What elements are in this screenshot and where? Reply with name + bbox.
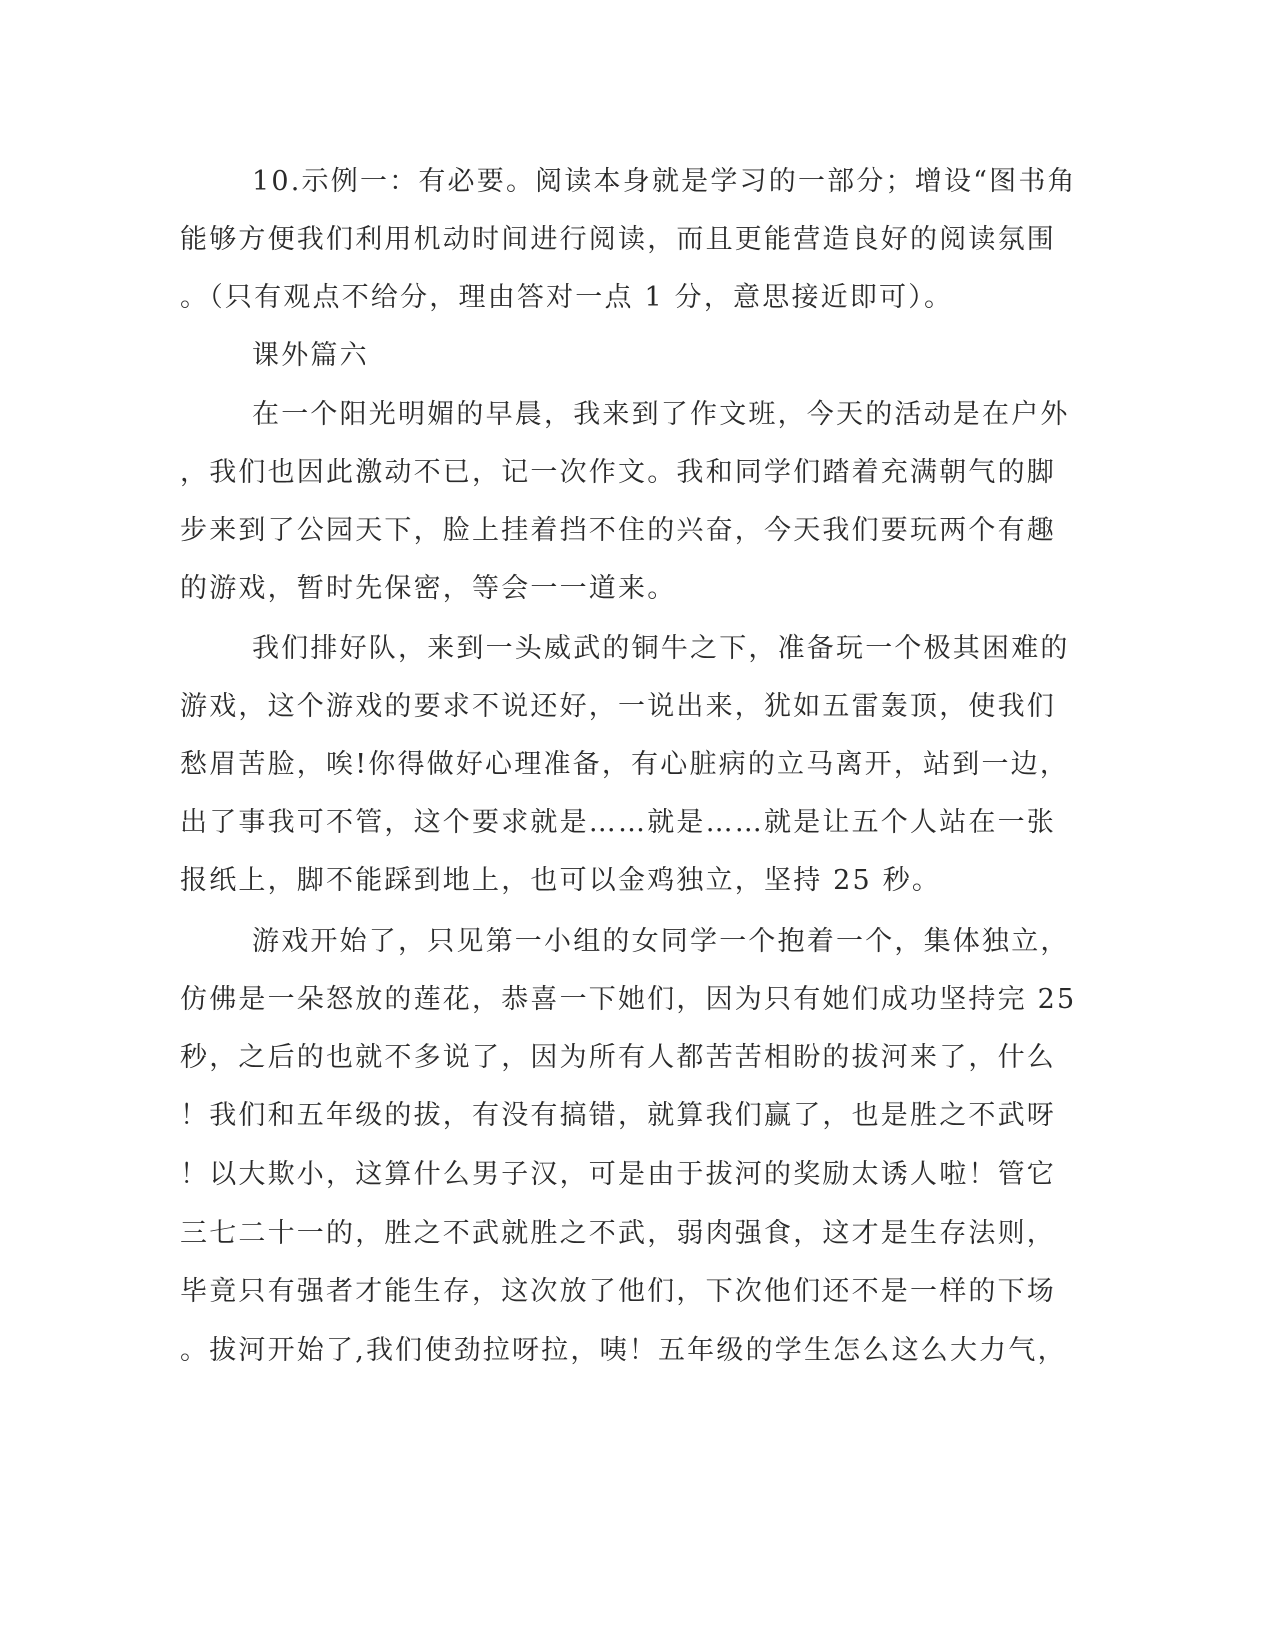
text-line: 10.示例一：有必要。阅读本身就是学习的一部分；增设“图书角 xyxy=(252,166,1077,197)
text-line: 毕竟只有强者才能生存，这次放了他们，下次他们还不是一样的下场 xyxy=(180,1276,1056,1307)
text-line: 游戏开始了，只见第一小组的女同学一个抱着一个，集体独立， xyxy=(252,926,1070,957)
text-line: 出了事我可不管，这个要求就是……就是……就是让五个人站在一张 xyxy=(180,807,1056,838)
section-heading: 课外篇六 xyxy=(252,340,369,371)
text-line: 秒，之后的也就不多说了，因为所有人都苦苦相盼的拔河来了，什么 xyxy=(180,1042,1056,1073)
text-line: 三七二十一的，胜之不武就胜之不武，弱肉强食，这才是生存法则， xyxy=(180,1218,1056,1249)
text-line: 。（只有观点不给分，理由答对一点 1 分，意思接近即可）。 xyxy=(180,282,954,313)
text-line: ，我们也因此激动不已，记一次作文。我和同学们踏着充满朝气的脚 xyxy=(180,457,1056,488)
text-line: 能够方便我们利用机动时间进行阅读，而且更能营造良好的阅读氛围 xyxy=(180,224,1056,255)
text-line: ！我们和五年级的拔，有没有搞错，就算我们赢了，也是胜之不武呀 xyxy=(180,1100,1056,1131)
text-line: 在一个阳光明媚的早晨，我来到了作文班，今天的活动是在户外 xyxy=(252,399,1070,430)
text-line: 我们排好队，来到一头威武的铜牛之下，准备玩一个极其困难的 xyxy=(252,633,1070,664)
text-line: 步来到了公园天下，脸上挂着挡不住的兴奋，今天我们要玩两个有趣 xyxy=(180,515,1056,546)
text-line: 报纸上，脚不能踩到地上，也可以金鸡独立，坚持 25 秒。 xyxy=(180,865,942,896)
text-line: 愁眉苦脸，唉!你得做好心理准备，有心脏病的立马离开，站到一边， xyxy=(180,749,1070,780)
text-line: 仿佛是一朵怒放的莲花，恭喜一下她们，因为只有她们成功坚持完 25 xyxy=(180,984,1077,1015)
text-line: 。拔河开始了,我们使劲拉呀拉，咦！五年级的学生怎么这么大力气， xyxy=(180,1335,1067,1366)
text-line: ！以大欺小，这算什么男子汉，可是由于拔河的奖励太诱人啦！管它 xyxy=(180,1159,1056,1190)
text-line: 的游戏，暂时先保密，等会一一道来。 xyxy=(180,573,677,604)
text-line: 游戏，这个游戏的要求不说还好，一说出来，犹如五雷轰顶，使我们 xyxy=(180,691,1056,722)
